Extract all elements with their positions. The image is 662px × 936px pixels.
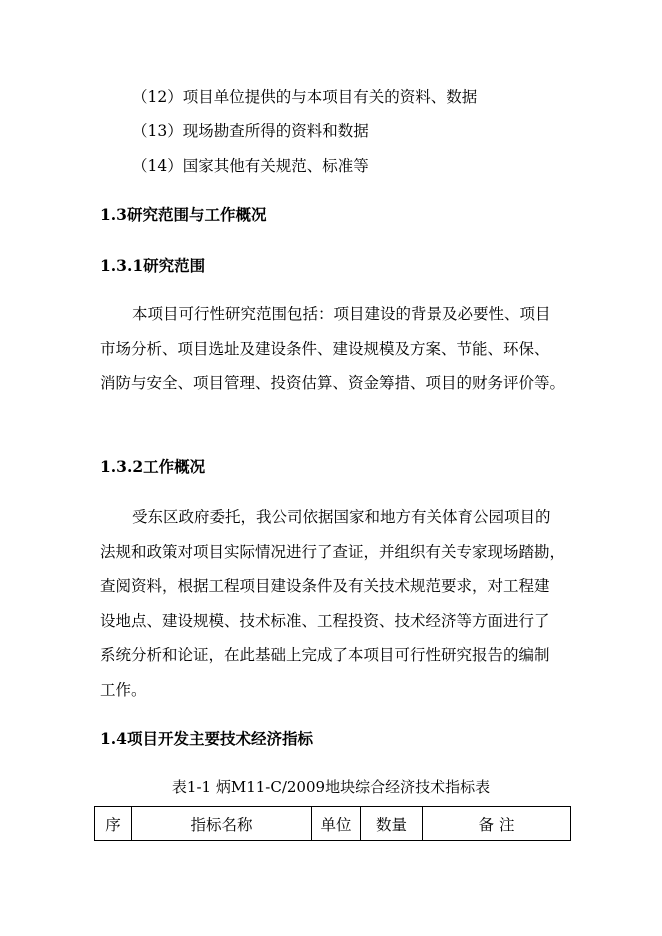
work-overview-line: 受东区政府委托，我公司依据国家和地方有关体育公园项目的 (132, 508, 551, 526)
header-index: 序 (95, 807, 132, 841)
header-remarks: 备 注 (423, 807, 571, 841)
work-overview-line: 工作。 (100, 681, 147, 699)
reference-item-12: （12）项目单位提供的与本项目有关的资料、数据 (132, 88, 478, 106)
scope-paragraph-line: 市场分析、项目选址及建设条件、建设规模及方案、节能、环保、 (100, 340, 550, 358)
table-header-row (95, 807, 571, 841)
header-indicator-name: 指标名称 (132, 807, 312, 841)
section-heading-1-4: 1.4项目开发主要技术经济指标 (100, 729, 313, 748)
section-heading-1-3: 1.3研究范围与工作概况 (100, 205, 267, 224)
header-quantity: 数量 (361, 807, 423, 841)
subsection-heading-1-3-1: 1.3.1研究范围 (100, 256, 206, 275)
work-overview-line: 系统分析和论证，在此基础上完成了本项目可行性研究报告的编制 (100, 646, 550, 664)
reference-item-13: （13）现场勘查所得的资料和数据 (132, 122, 369, 140)
scope-paragraph-line: 消防与安全、项目管理、投资估算、资金筹措、项目的财务评价等。 (100, 374, 566, 392)
subsection-heading-1-3-2: 1.3.2工作概况 (100, 457, 206, 476)
indicator-table (94, 806, 571, 841)
work-overview-line: 设地点、建设规模、技术标准、工程投资、技术经济等方面进行了 (100, 612, 550, 630)
table-caption: 表1-1 炳M11-C/2009地块综合经济技术指标表 (171, 778, 491, 796)
reference-item-14: （14）国家其他有关规范、标准等 (132, 157, 369, 175)
work-overview-line: 法规和政策对项目实际情况进行了查证，并组织有关专家现场踏勘， (100, 543, 566, 561)
work-overview-line: 查阅资料，根据工程项目建设条件及有关技术规范要求，对工程建 (100, 577, 550, 595)
scope-paragraph-line: 本项目可行性研究范围包括：项目建设的背景及必要性、项目 (132, 305, 551, 323)
header-unit: 单位 (312, 807, 361, 841)
